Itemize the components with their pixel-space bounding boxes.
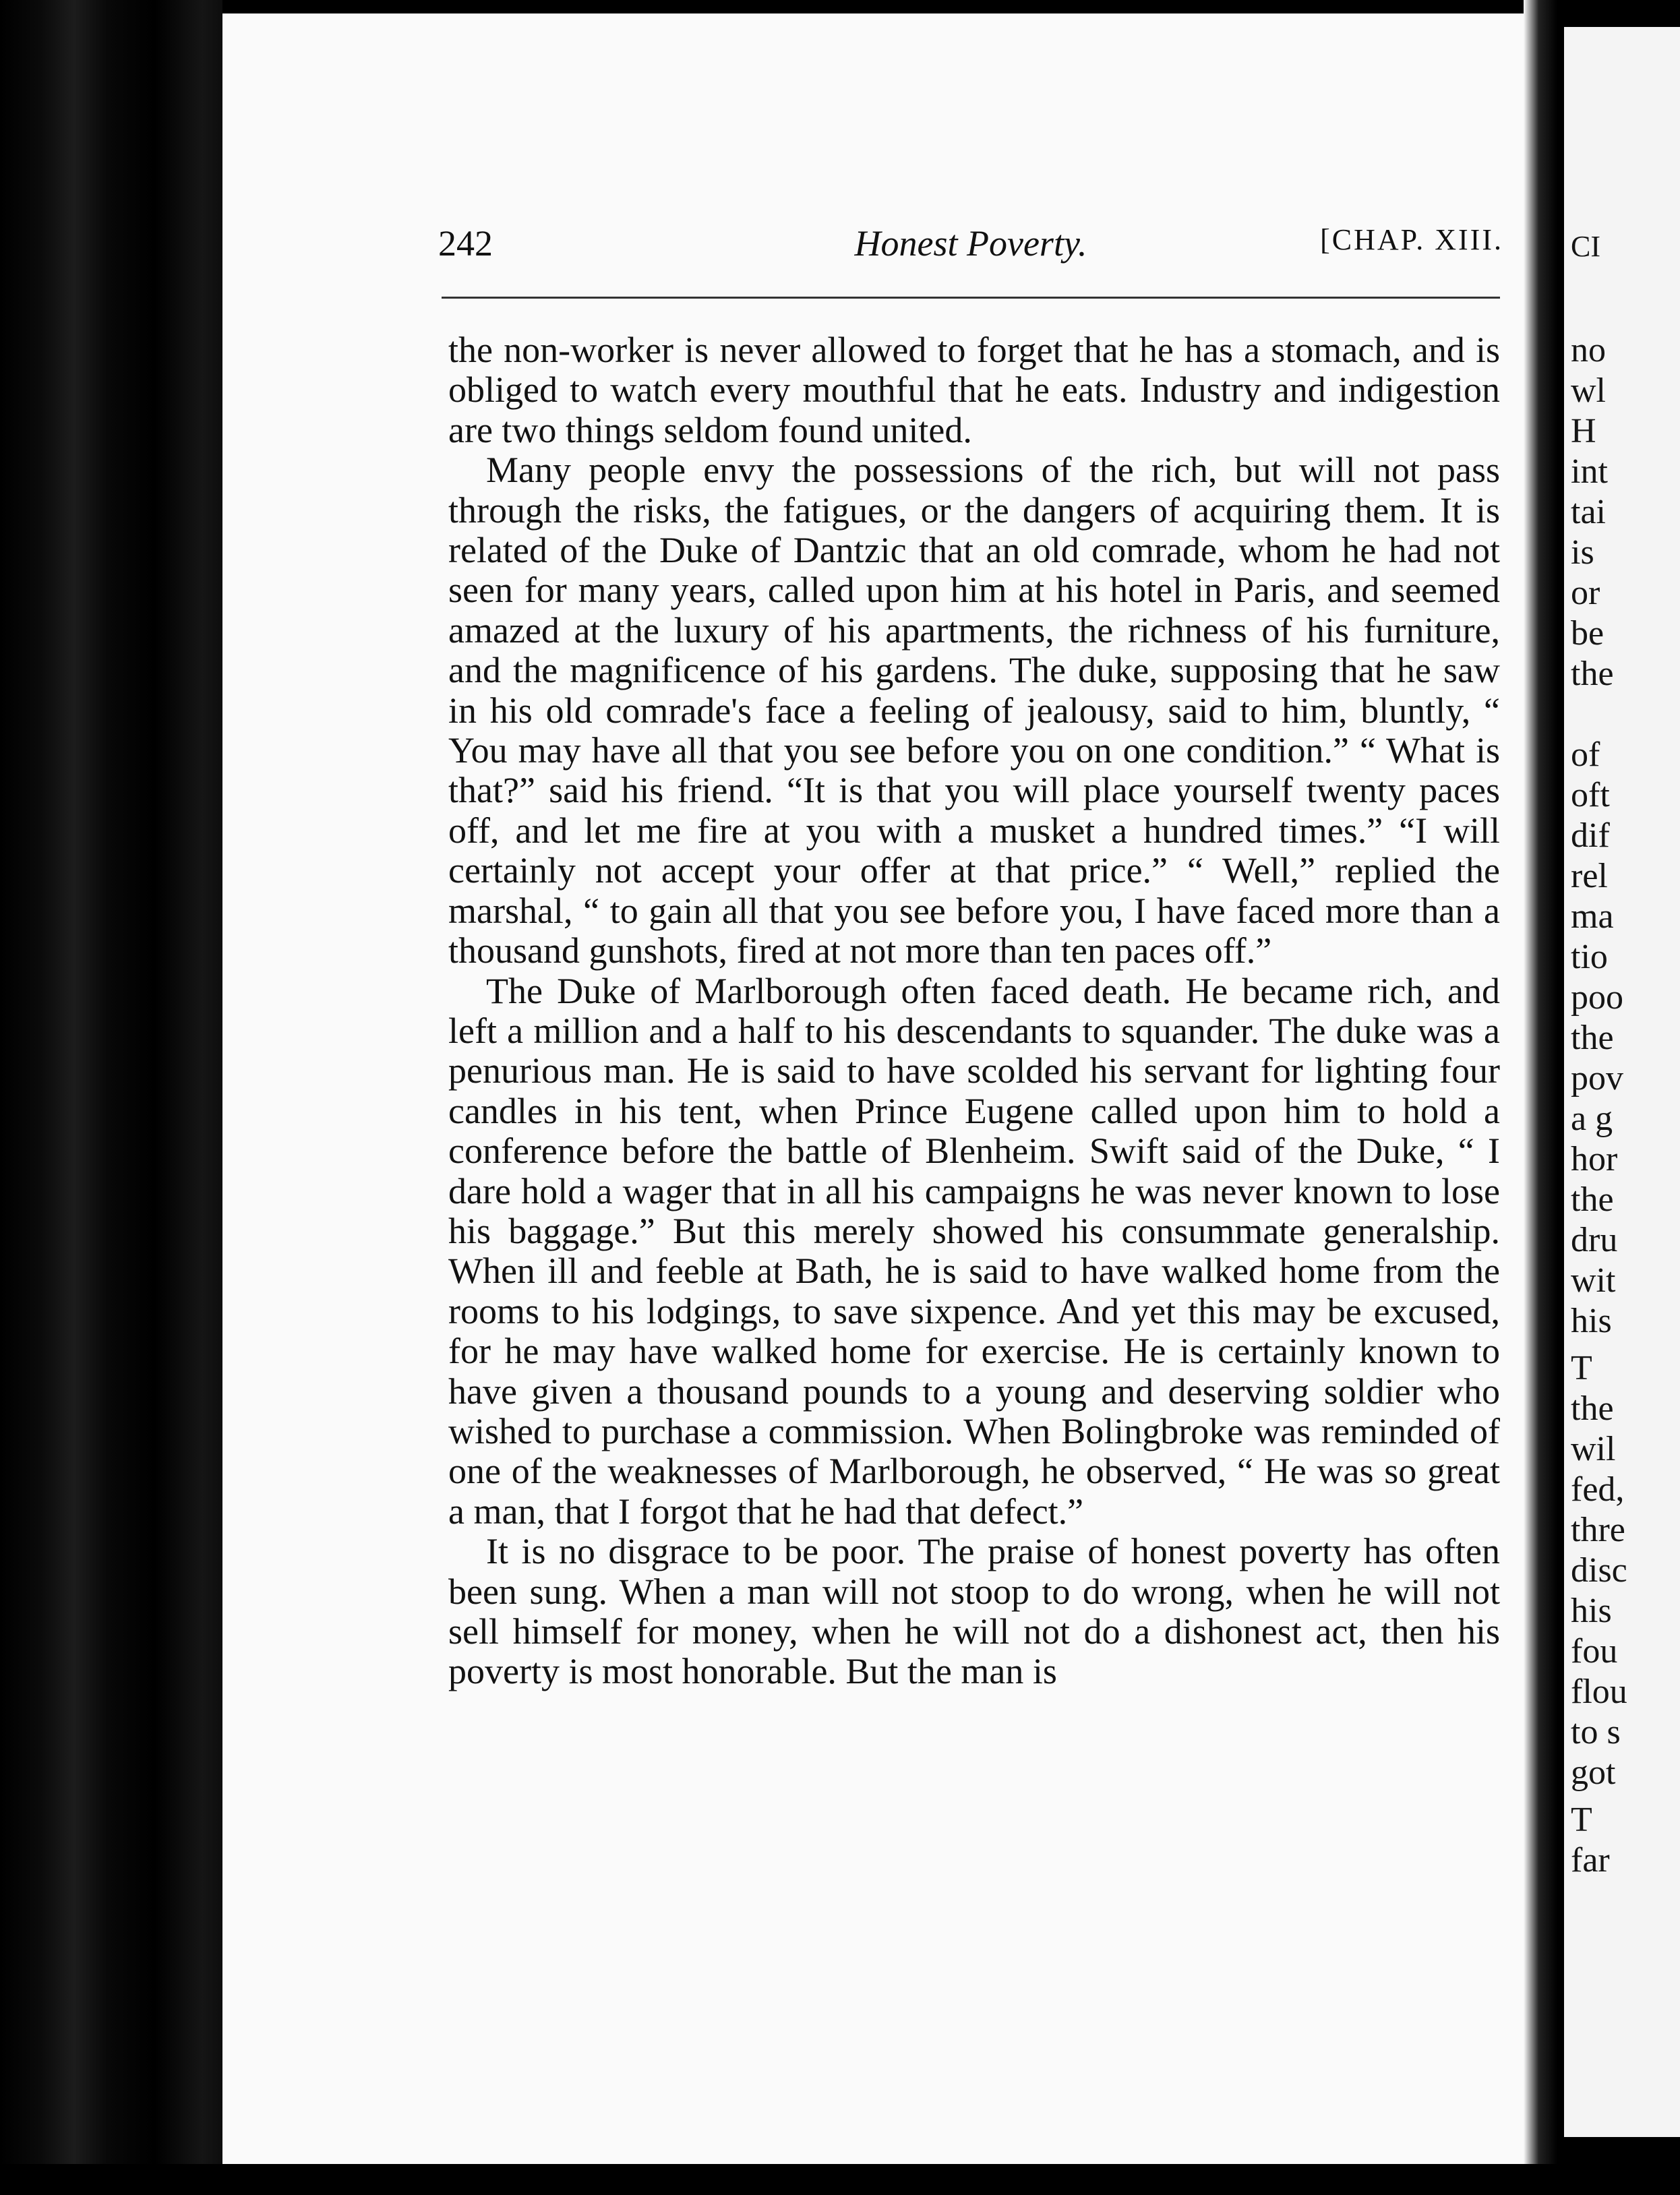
scan-border [0, 2164, 1680, 2195]
facing-line-fragment: wit [1571, 1261, 1616, 1300]
facing-line-fragment: pov [1571, 1059, 1623, 1098]
page-body [448, 330, 1500, 2110]
facing-page-fragment [1564, 27, 1680, 2137]
facing-line-fragment: flou [1571, 1673, 1627, 1711]
facing-line-fragment: hor [1571, 1140, 1618, 1178]
facing-line-fragment: poo [1571, 978, 1623, 1017]
facing-line-fragment: rel [1571, 857, 1608, 895]
facing-line-fragment: disc [1571, 1551, 1627, 1590]
paragraph: The Duke of Marlborough often faced death. He became rich, and left a million and a half to his descendants to squander. The duke was a penurious man. He is said to have scolded his servant for lighting four candles in his tent, when Prince Eugene called upon him to hold a conference before the battle of Blenheim. Swift said of the Duke, “ I dare hold a wager that in all his campaigns he was never known to lose his baggage.” But this merely showed his consummate generalship. When ill and feeble at Bath, he is said to have walked home from the rooms to his lodgings, to save sixpence. And yet this may be excused, for he may have walked home for exercise. He is certainly known to have given a thousand pounds to a young and deserving soldier who wished to purchase a commission. When Bolingbroke was reminded of one of the weaknesses of Marlborough, he observed, “ He was so great a man, that I forgot that he had that defect.” [448, 970, 1500, 1532]
paragraph: Many people envy the possessions of the rich, but will not pass through the risks, the fatigues, or the dangers of acquiring them. It is related of the Duke of Dantzic that an old comrade, whom he had not seen for many years, called upon him at his hotel in Paris, and seemed amazed at the luxury of his apartments, the richness of his furniture, and the magnificence of his gardens. The duke, supposing that he saw in his old comrade's face a feeling of jealousy, said to him, bluntly, “ You may have all that you see before you on one condition.” “ What is that?” said his friend. “It is that you will place yourself twenty paces off, and let me fire at you with a musket a hundred times.” “I will certainly not accept your offer at that price.” “ Well,” replied the marshal, “ to gain all that you see before you, I have faced more than a thousand gunshots, fired at not more than ten paces off.” [448, 450, 1500, 971]
facing-line-fragment: be [1571, 614, 1604, 653]
facing-line-fragment: of [1571, 735, 1600, 774]
page-number: 242 [438, 223, 493, 264]
facing-line-fragment: to s [1571, 1713, 1621, 1751]
facing-line-fragment: int [1571, 452, 1608, 491]
paragraph: It is no disgrace to be poor. The praise of honest poverty has often been sung. When a man will not stoop to do wrong, when he will not sell himself for money, when he will not do a dishonest act, then his poverty is most honorable. But the man is [448, 1531, 1500, 1692]
facing-line-fragment: no [1571, 331, 1606, 369]
facing-header-fragment: CI [1571, 230, 1600, 263]
facing-line-fragment: fed, [1571, 1470, 1625, 1509]
facing-line-fragment: got [1571, 1753, 1616, 1792]
facing-line-fragment: T [1571, 1801, 1592, 1839]
running-title: Honest Poverty. [854, 223, 1087, 264]
header-rule [442, 297, 1500, 299]
book-gutter [0, 0, 222, 2195]
facing-line-fragment: far [1571, 1841, 1610, 1880]
page-edge-shadow [1524, 0, 1557, 2195]
facing-line-fragment: his [1571, 1592, 1612, 1630]
facing-line-fragment: the [1571, 1019, 1614, 1057]
facing-line-fragment: wl [1571, 371, 1606, 410]
facing-line-fragment: the [1571, 1180, 1614, 1219]
facing-line-fragment: fou [1571, 1632, 1618, 1671]
running-header [438, 222, 1503, 276]
facing-line-fragment: T [1571, 1349, 1592, 1387]
chapter-label: [CHAP. XIII. [1320, 223, 1503, 256]
facing-line-fragment: a g [1571, 1100, 1613, 1138]
facing-line-fragment: ma [1571, 897, 1614, 936]
facing-line-fragment: or [1571, 574, 1600, 612]
facing-line-fragment: his [1571, 1302, 1612, 1340]
facing-line-fragment: dif [1571, 816, 1610, 855]
facing-line-fragment: dru [1571, 1221, 1618, 1259]
facing-line-fragment: tai [1571, 493, 1606, 531]
facing-line-fragment: the [1571, 655, 1614, 693]
facing-line-fragment: is [1571, 533, 1594, 572]
facing-line-fragment: the [1571, 1389, 1614, 1428]
facing-line-fragment: thre [1571, 1511, 1625, 1549]
facing-line-fragment: tio [1571, 938, 1608, 976]
facing-line-fragment: H [1571, 412, 1596, 450]
facing-line-fragment: wil [1571, 1430, 1616, 1468]
paragraph-continuation: the non-worker is never allowed to forget that he has a stomach, and is obliged to watch every mouthful that he eats. Industry and indigestion are two things seldom found united. [448, 330, 1500, 450]
facing-line-fragment: oft [1571, 776, 1610, 814]
